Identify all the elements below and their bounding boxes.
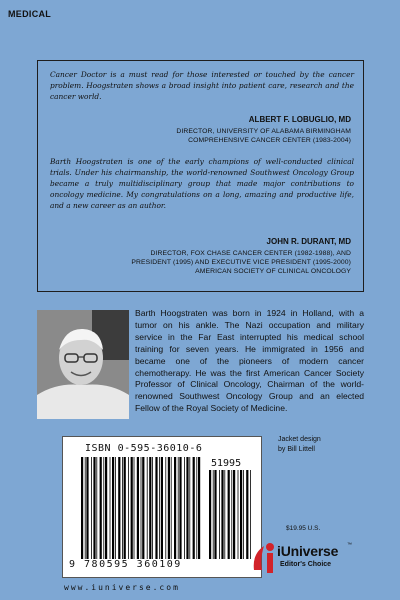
affiliation-line: DIRECTOR, UNIVERSITY OF ALABAMA BIRMINGHAM <box>176 128 351 135</box>
author-bio: Barth Hoogstraten was born in 1924 in Holland, with a tumor on his ankle. The Nazi occupation and military service in the Far East interrupted his medical school training for seven years. He immigrated in 1956 and became one of the pioneers of modern cancer chemotherapy. He was the first American Cancer Society Professor of Clinical Oncology, Chairman of the world-renowned Southwest Oncology Group and an elected Fellow of the Royal Society of Medicine. <box>135 308 364 414</box>
affiliation-line: PRESIDENT (1995) AND EXECUTIVE VICE PRESIDENT (1995-2000) <box>131 259 351 266</box>
jacket-credit-line: by Bill Littell <box>278 446 315 453</box>
publisher-url: www.iuniverse.com <box>64 583 180 592</box>
barcode-bars <box>81 457 203 559</box>
praise-author-2: JOHN R. DURANT, MD <box>266 237 351 246</box>
iuniverse-swoosh-icon <box>250 540 278 576</box>
praise-affiliation-1 <box>176 127 351 145</box>
affiliation-line: DIRECTOR, FOX CHASE CANCER CENTER (1982-1988), AND <box>150 250 351 257</box>
isbn-digits: 9 780595 360109 <box>69 559 182 570</box>
affiliation-line: COMPREHENSIVE CANCER CENTER (1983-2004) <box>188 137 351 144</box>
jacket-credit-line: Jacket design <box>278 436 321 443</box>
isbn-label: ISBN 0-595-36010-6 <box>85 443 203 454</box>
publisher-tagline: Editor's Choice <box>280 561 332 568</box>
price: $19.95 U.S. <box>286 525 321 532</box>
barcode <box>62 436 262 578</box>
price-barcode-bars <box>209 470 253 559</box>
jacket-credit <box>278 435 358 455</box>
price-code: 51995 <box>211 458 242 469</box>
affiliation-line: AMERICAN SOCIETY OF CLINICAL ONCOLOGY <box>195 268 351 275</box>
category-label: MEDICAL <box>8 9 52 19</box>
author-photo <box>37 310 129 419</box>
trademark-symbol: ™ <box>347 542 352 548</box>
praise-quote-2: Barth Hoogstraten is one of the early champions of well-conducted clinical trials. Under his chairmanship, the world-renowned Southwest Oncology Group became a truly multidisciplinary group that made major contributions to oncology medicine. My congratulations on a long, amazing and productive life, and a new career as an author. <box>50 157 354 210</box>
praise-author-1: ALBERT F. LOBUGLIO, MD <box>248 115 351 124</box>
publisher-logo <box>250 540 360 580</box>
praise-affiliation-2 <box>131 249 351 276</box>
praise-box <box>37 60 364 292</box>
publisher-name: iUniverse <box>277 543 339 559</box>
praise-quote-1: Cancer Doctor is a must read for those interested or touched by the cancer problem. Hoogstraten shows a broad insight into patient care, research and the cancer world. <box>50 70 354 101</box>
